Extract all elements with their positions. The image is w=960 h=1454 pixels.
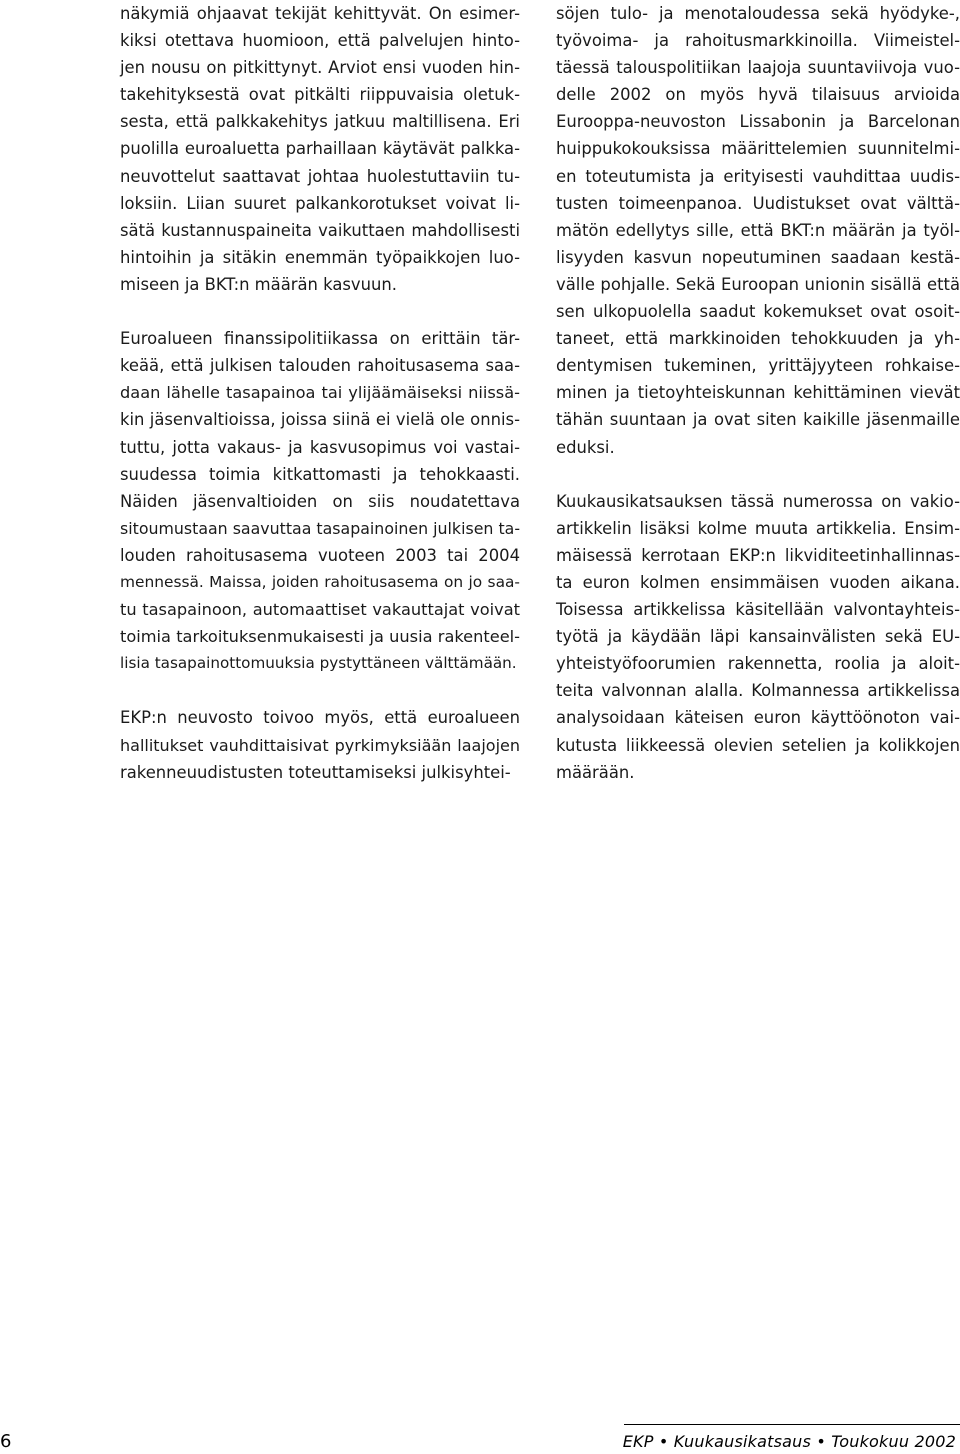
text-line: sesta, että palkkakehitys jatkuu maltillisena. Eri [120, 112, 520, 132]
text-line: teita valvonnan alalla. Kolmannessa artikkelissa [556, 681, 960, 701]
text-line: en toteutumista ja erityisesti vauhdittaa uudis- [556, 166, 960, 186]
text-line: suudessa toimia kitkattomasti ja tehokkaasti. [120, 464, 520, 484]
text-line: tuttu, jotta vakaus- ja kasvusopimus voi vastai- [120, 437, 520, 457]
text-line: lisia tasapainottomuuksia pystyttäneen välttämään. [120, 654, 517, 673]
text-line: yhteistyöfoorumien rakennetta, roolia ja aloit- [556, 654, 960, 674]
text-line: mäisessä kerrotaan EKP:n likviditeetinhallinnas- [556, 545, 960, 565]
text-line: lisyyden kasvun nopeutuminen saadaan kestä- [556, 247, 960, 267]
left-column [120, 0, 520, 786]
paragraph-gap [120, 677, 520, 704]
text-line: delle 2002 on myös hyvä tilaisuus arvioida [556, 85, 960, 105]
text-line: minen ja tietoyhteiskunnan kehittäminen vievät [556, 383, 960, 403]
text-line: analysoidaan käteisen euron käyttöönoton vai- [556, 708, 960, 728]
paragraph [556, 0, 960, 461]
text-line: miseen ja BKT:n määrän kasvuun. [120, 274, 397, 294]
text-line: Näiden jäsenvaltioiden on siis noudatettava [120, 491, 520, 511]
text-line: keää, että julkisen talouden rahoitusasema saa- [120, 356, 520, 376]
text-line: puolilla euroaluetta parhaillaan käytävät palkka- [120, 139, 520, 159]
text-line: määrään. [556, 762, 635, 782]
paragraph [556, 488, 960, 786]
text-line: tu tasapainoon, automaattiset vakauttajat voivat [120, 600, 520, 620]
text-line: tusten toimeenpanoa. Uudistukset ovat välttä- [556, 193, 960, 213]
text-line: hintoihin ja sitäkin enemmän työpaikkojen luo- [120, 247, 520, 267]
footer-rule [624, 1424, 960, 1425]
paragraph [120, 325, 520, 677]
text-line: Kuukausikatsauksen tässä numerossa on vakio- [556, 491, 960, 511]
text-line: Euroalueen finanssipolitiikassa on erittäin tär- [120, 329, 520, 349]
right-column [556, 0, 960, 786]
text-line: dentymisen tukeminen, yrittäjyyteen rohkaise- [556, 356, 960, 376]
text-line: hallitukset vauhdittaisivat pyrkimyksiään laajojen [120, 735, 520, 755]
text-line: sätä kustannuspaineita vaikuttaen mahdollisesti [120, 220, 520, 240]
text-line: ta euron kolmen ensimmäisen vuoden aikana. [556, 572, 960, 592]
text-line: välle pohjalle. Sekä Euroopan unionin sisällä että [556, 274, 960, 294]
text-line: näkymiä ohjaavat tekijät kehittyvät. On esimer- [120, 4, 520, 23]
text-line: jen nousu on pitkittynyt. Arviot ensi vuoden hin- [120, 58, 520, 78]
text-line: takehityksestä ovat pitkälti riippuvaisia oletuk- [120, 85, 520, 105]
text-line: työvoima- ja rahoitusmarkkinoilla. Viimeistel- [556, 31, 960, 51]
text-line: rakenneuudistusten toteuttamiseksi julkisyhtei- [120, 762, 511, 782]
text-line: EKP:n neuvosto toivoo myös, että euroalueen [120, 708, 520, 728]
paragraph-gap [120, 298, 520, 325]
paragraph [120, 0, 520, 298]
text-line: sitoumustaan saavuttaa tasapainoinen julkisen ta- [120, 518, 521, 538]
text-line: työtä ja käydään läpi kansainvälisten sekä EU- [556, 627, 960, 647]
text-line: täessä talouspolitiikan laajoja suuntaviivoja vuo- [556, 58, 960, 78]
text-line: daan lähelle tasapainoa tai ylijäämäiseksi niissä- [120, 383, 520, 403]
text-line: huippukokouksissa määrittelemien suunnitelmi- [556, 139, 960, 159]
text-line: mennessä. Maissa, joiden rahoitusasema on jo saa- [120, 572, 520, 591]
text-line: tähän suuntaan ja ovat siten kaikille jäsenmaille [556, 410, 960, 430]
text-line: Toisessa artikkelissa käsitellään valvontayhteis- [556, 600, 960, 620]
text-line: mätön edellytys sille, että BKT:n määrän ja työl- [556, 220, 960, 240]
text-line: neuvottelut saattavat johtaa huolestuttaviin tu- [120, 166, 520, 186]
text-line: toimia tarkoituksenmukaisesti ja uusia rakenteel- [120, 627, 520, 647]
footer-publication: EKP • Kuukausikatsaus • Toukokuu 2002 [622, 1432, 956, 1451]
text-line: loksiin. Liian suuret palkankorotukset voivat li- [120, 193, 520, 213]
text-line: Eurooppa-neuvoston Lissabonin ja Barcelonan [556, 112, 960, 132]
text-line: artikkelin lisäksi kolme muuta artikkelia. Ensim- [556, 518, 960, 538]
paragraph [120, 704, 520, 785]
text-line: kin jäsenvaltioissa, joissa siinä ei vielä ole onnis- [120, 410, 520, 430]
text-line: kiksi otettava huomioon, että palvelujen hinto- [120, 31, 520, 51]
text-line: sen ulkopuolella saadut kokemukset ovat osoit- [556, 302, 960, 322]
text-line: taneet, että markkinoiden tehokkuuden ja yh- [556, 329, 960, 349]
text-line: kutusta liikkeessä olevien setelien ja kolikkojen [556, 735, 960, 755]
text-line: louden rahoitusasema vuoteen 2003 tai 2004 [120, 545, 520, 565]
text-line: eduksi. [556, 437, 615, 457]
paragraph-gap [556, 461, 960, 488]
page-number: 6 [0, 1431, 12, 1452]
text-line: söjen tulo- ja menotaloudessa sekä hyödyke-, [556, 4, 960, 23]
